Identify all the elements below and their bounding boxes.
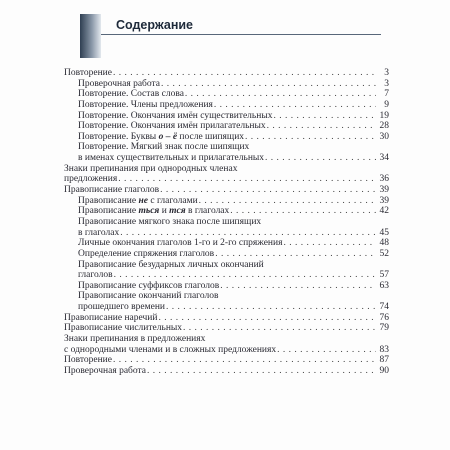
toc-entry xyxy=(64,228,389,239)
toc-page-number: 52 xyxy=(379,248,389,259)
toc-entry xyxy=(64,174,389,185)
toc-page-number: 3 xyxy=(384,78,389,89)
table-of-contents xyxy=(64,68,389,377)
toc-entry-title: Правописание числительных xyxy=(64,323,183,334)
toc-leader-dots xyxy=(120,228,376,239)
toc-entry-title: в глаголах xyxy=(78,227,120,238)
toc-page-number: 63 xyxy=(379,280,389,291)
toc-leader-dots xyxy=(220,281,376,292)
toc-entry-title: Повторение. Состав слова xyxy=(78,89,184,100)
toc-page-number: 28 xyxy=(379,121,389,132)
toc-entry-title: Повторение xyxy=(64,68,112,78)
toc-leader-dots xyxy=(160,185,376,196)
toc-entry xyxy=(64,366,389,377)
toc-entry-title: Повторение. Буквы о – ё после шипящих xyxy=(78,131,245,142)
toc-leader-dots xyxy=(147,366,376,377)
toc-entry xyxy=(64,238,389,249)
toc-entry xyxy=(64,196,389,207)
toc-entry-title: Проверочная работа xyxy=(78,78,160,89)
toc-entry xyxy=(64,153,389,164)
toc-entry-title: Повторение. Окончания имён прилагательных xyxy=(78,121,266,132)
toc-entry-title: Повторение xyxy=(64,355,112,366)
toc-page-number: 83 xyxy=(379,344,389,355)
toc-leader-dots xyxy=(245,132,376,143)
emphasized-word: тся xyxy=(169,206,186,217)
toc-entry-title: с однородными членами и в сложных предложениях xyxy=(64,344,277,355)
toc-leader-dots xyxy=(199,196,376,207)
toc-page-number: 76 xyxy=(379,312,389,323)
toc-entry-title: Правописание глаголов xyxy=(64,185,160,196)
toc-leader-dots xyxy=(161,79,376,90)
toc-entry xyxy=(64,100,389,111)
toc-entry-title: Правописание не с глаголами xyxy=(78,195,198,206)
toc-entry-title: Правописание суффиксов глаголов xyxy=(78,280,220,291)
toc-leader-dots xyxy=(166,302,376,313)
toc-entry-title: Повторение. Мягкий знак после шипящих xyxy=(78,142,250,153)
toc-entry xyxy=(64,217,389,228)
toc-entry xyxy=(64,111,389,122)
toc-entry xyxy=(64,260,389,271)
toc-entry-title: Правописание окончаний глаголов xyxy=(78,291,219,302)
toc-page-number: 39 xyxy=(379,195,389,206)
toc-page-number: 87 xyxy=(379,355,389,366)
toc-entry xyxy=(64,270,389,281)
toc-entry-title: Определение спряжения глаголов xyxy=(78,248,215,259)
header-decoration-tab xyxy=(80,14,101,58)
toc-page-number: 7 xyxy=(384,89,389,100)
toc-page-number: 79 xyxy=(379,323,389,334)
emphasized-word: ться xyxy=(138,206,160,217)
toc-entry xyxy=(64,345,389,356)
toc-leader-dots xyxy=(183,323,376,334)
toc-leader-dots xyxy=(114,270,376,281)
toc-leader-dots xyxy=(118,174,376,185)
toc-entry-title: Проверочная работа xyxy=(64,365,146,376)
toc-leader-dots xyxy=(185,89,376,100)
toc-entry xyxy=(64,323,389,334)
emphasized-word: не xyxy=(138,195,148,206)
toc-entry-title: Правописание мягкого знака после шипящих xyxy=(78,216,262,227)
toc-entry xyxy=(64,164,389,175)
toc-leader-dots xyxy=(283,238,376,249)
toc-entry-title: Правописание наречий xyxy=(64,312,158,323)
toc-entry xyxy=(64,206,389,217)
toc-leader-dots xyxy=(113,68,376,79)
toc-leader-dots xyxy=(230,206,376,217)
toc-page-number: 36 xyxy=(379,174,389,185)
toc-page-number: 45 xyxy=(379,227,389,238)
toc-page-number: 9 xyxy=(384,99,389,110)
toc-entry-title: Знаки препинания в предложениях xyxy=(64,334,206,345)
toc-page-number: 48 xyxy=(379,238,389,249)
toc-leader-dots xyxy=(277,345,376,356)
toc-leader-dots xyxy=(113,355,376,366)
toc-entry-title: глаголов xyxy=(78,270,113,281)
toc-page-number: 34 xyxy=(379,153,389,164)
toc-entry-title: Правописание безударных личных окончаний xyxy=(78,259,264,270)
toc-entry-title: Повторение. Члены предложения xyxy=(78,99,213,110)
page-title: Содержание xyxy=(116,18,194,32)
toc-leader-dots xyxy=(273,111,376,122)
toc-page-number: 57 xyxy=(379,270,389,281)
toc-page-number: 30 xyxy=(379,131,389,142)
toc-leader-dots xyxy=(214,100,376,111)
toc-entry xyxy=(64,79,389,90)
toc-leader-dots xyxy=(215,249,376,260)
toc-entry xyxy=(64,334,389,345)
toc-entry xyxy=(64,313,389,324)
toc-entry-title: Правописание ться и тся в глаголах xyxy=(78,206,230,217)
toc-page-number: 90 xyxy=(379,365,389,376)
toc-entry-title: предложения xyxy=(64,174,118,185)
toc-entry-title: прошедшего времени xyxy=(78,302,165,313)
toc-entry xyxy=(64,185,389,196)
toc-entry xyxy=(64,355,389,366)
toc-page-number: 3 xyxy=(384,68,389,78)
toc-page-number: 19 xyxy=(379,110,389,121)
toc-page-number: 42 xyxy=(379,206,389,217)
toc-leader-dots xyxy=(265,153,376,164)
toc-leader-dots xyxy=(267,121,376,132)
toc-entry-title: в именах существительных и прилагательных xyxy=(78,153,265,164)
toc-entry xyxy=(64,302,389,313)
emphasized-word: о – ё xyxy=(158,131,178,142)
toc-entry-title: Повторение. Окончания имён существительных xyxy=(78,110,273,121)
header-rule xyxy=(101,34,381,35)
toc-entry xyxy=(64,281,389,292)
toc-entry xyxy=(64,68,389,79)
toc-entry xyxy=(64,121,389,132)
toc-entry xyxy=(64,89,389,100)
toc-entry xyxy=(64,142,389,153)
toc-entry xyxy=(64,132,389,143)
toc-page-number: 39 xyxy=(379,185,389,196)
toc-entry-title: Личные окончания глаголов 1-го и 2-го спряжения xyxy=(78,238,283,249)
toc-page-number: 74 xyxy=(379,302,389,313)
toc-entry xyxy=(64,291,389,302)
toc-entry-title: Знаки препинания при однородных членах xyxy=(64,163,238,174)
toc-entry xyxy=(64,249,389,260)
toc-leader-dots xyxy=(158,313,376,324)
